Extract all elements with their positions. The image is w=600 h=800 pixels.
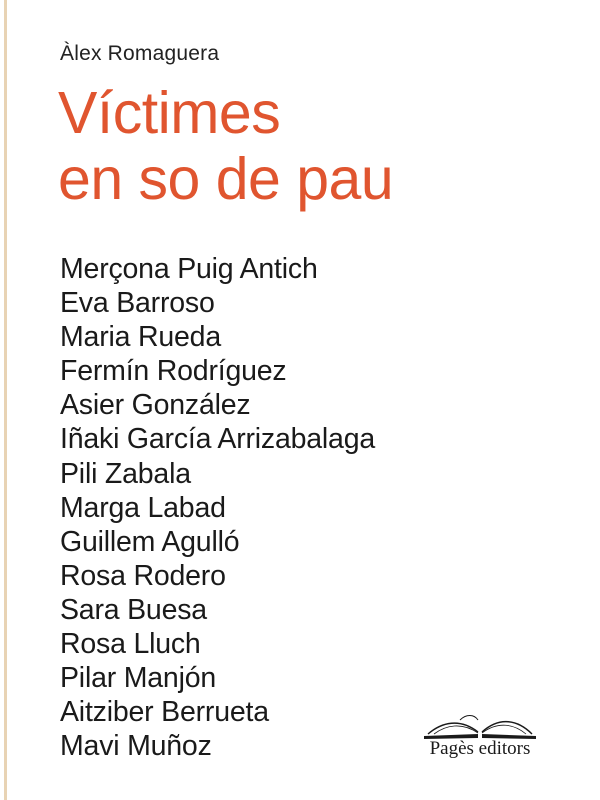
publisher-logo — [410, 712, 550, 770]
list-item: Rosa Lluch — [60, 628, 201, 661]
title-line-2: en so de pau — [58, 146, 394, 212]
list-item: Pilar Manjón — [60, 662, 217, 695]
spine-line — [4, 0, 7, 800]
names-list — [60, 252, 375, 763]
list-item: Asier González — [60, 389, 251, 422]
list-item: Pili Zabala — [60, 457, 191, 490]
list-item: Iñaki García Arrizabalaga — [60, 423, 375, 456]
open-book-logo-icon — [420, 712, 540, 740]
list-item: Guillem Agulló — [60, 525, 240, 558]
list-item: Aitziber Berrueta — [60, 696, 269, 729]
list-item: Sara Buesa — [60, 593, 207, 626]
list-item: Fermín Rodríguez — [60, 355, 287, 388]
list-item: Maria Rueda — [60, 321, 221, 354]
author-name: Àlex Romaguera — [60, 42, 220, 65]
list-item: Merçona Puig Antich — [60, 253, 318, 285]
list-item: Mavi Muñoz — [60, 730, 212, 763]
list-item: Marga Labad — [60, 491, 226, 524]
list-item: Eva Barroso — [60, 287, 215, 320]
publisher-name: Pagès editors — [429, 738, 531, 759]
list-item: Rosa Rodero — [60, 559, 226, 592]
book-title — [58, 80, 393, 212]
title-line-1: Víctimes — [58, 80, 281, 146]
